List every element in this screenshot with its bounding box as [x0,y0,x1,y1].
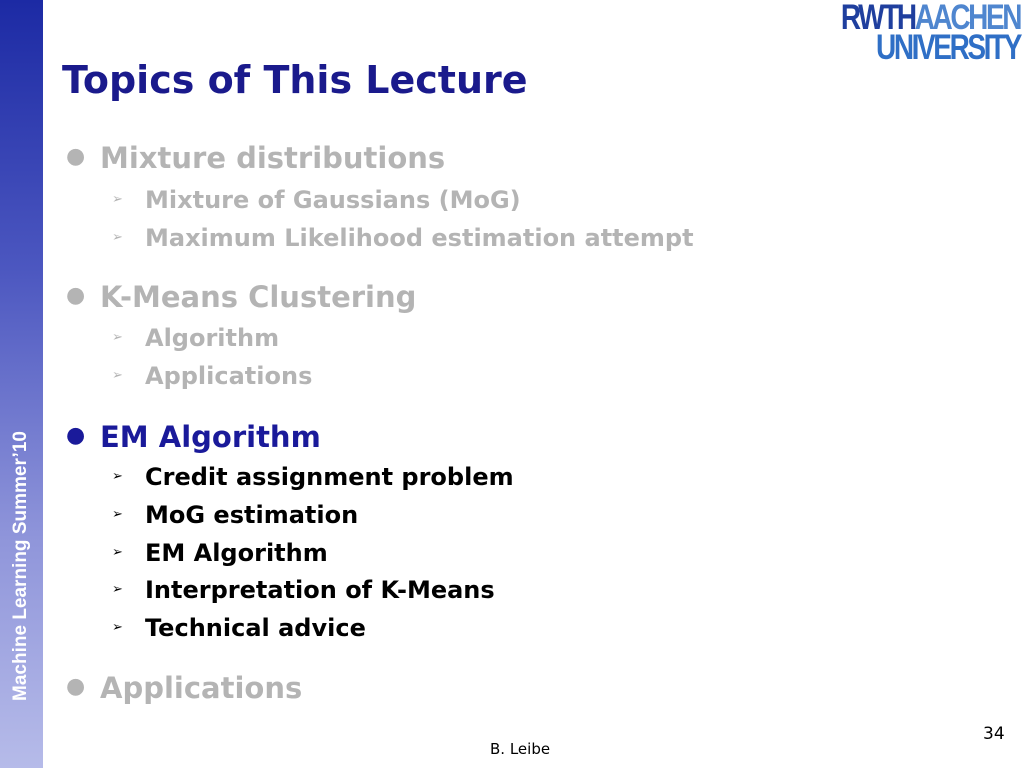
sidebar-band [0,0,43,768]
arrowhead-icon: ➢ [112,620,123,635]
bullet-dot-icon: ● [66,674,86,699]
subtopic-label: Technical advice [145,614,366,642]
arrowhead-icon: ➢ [112,368,123,383]
arrowhead-icon: ➢ [112,469,123,484]
footer-author: B. Leibe [490,740,551,758]
subtopic-label: Mixture of Gaussians (MoG) [145,186,521,214]
bullet-dot-icon: ● [66,423,86,448]
page-number: 34 [983,724,1005,744]
slide-title: Topics of This Lecture [62,58,528,102]
subtopic-label: Credit assignment problem [145,463,514,491]
subtopic-label: Maximum Likelihood estimation attempt [145,224,694,252]
arrowhead-icon: ➢ [112,230,123,245]
arrowhead-icon: ➢ [112,582,123,597]
topic-label: Mixture distributions [100,141,446,175]
logo-line-2: UNIVERSITY [875,28,1020,67]
subtopic-label: EM Algorithm [145,539,328,567]
bullet-dot-icon: ● [66,144,86,169]
arrowhead-icon: ➢ [112,545,123,560]
topic-label: EM Algorithm [100,420,321,454]
subtopic-label: Applications [145,362,313,390]
subtopic-label: Algorithm [145,324,280,352]
logo-rwth: RWTH [840,0,915,37]
course-label: Machine Learning Summer’10 [10,431,31,701]
bullet-dot-icon: ● [66,283,86,308]
arrowhead-icon: ➢ [112,330,123,345]
arrowhead-icon: ➢ [112,507,123,522]
arrowhead-icon: ➢ [112,192,123,207]
topic-label: K-Means Clustering [100,280,417,314]
subtopic-label: MoG estimation [145,501,359,529]
subtopic-label: Interpretation of K-Means [145,576,495,604]
logo-aachen: AACHEN [914,0,1020,37]
university-logo [796,0,1022,67]
topic-label: Applications [100,671,303,705]
